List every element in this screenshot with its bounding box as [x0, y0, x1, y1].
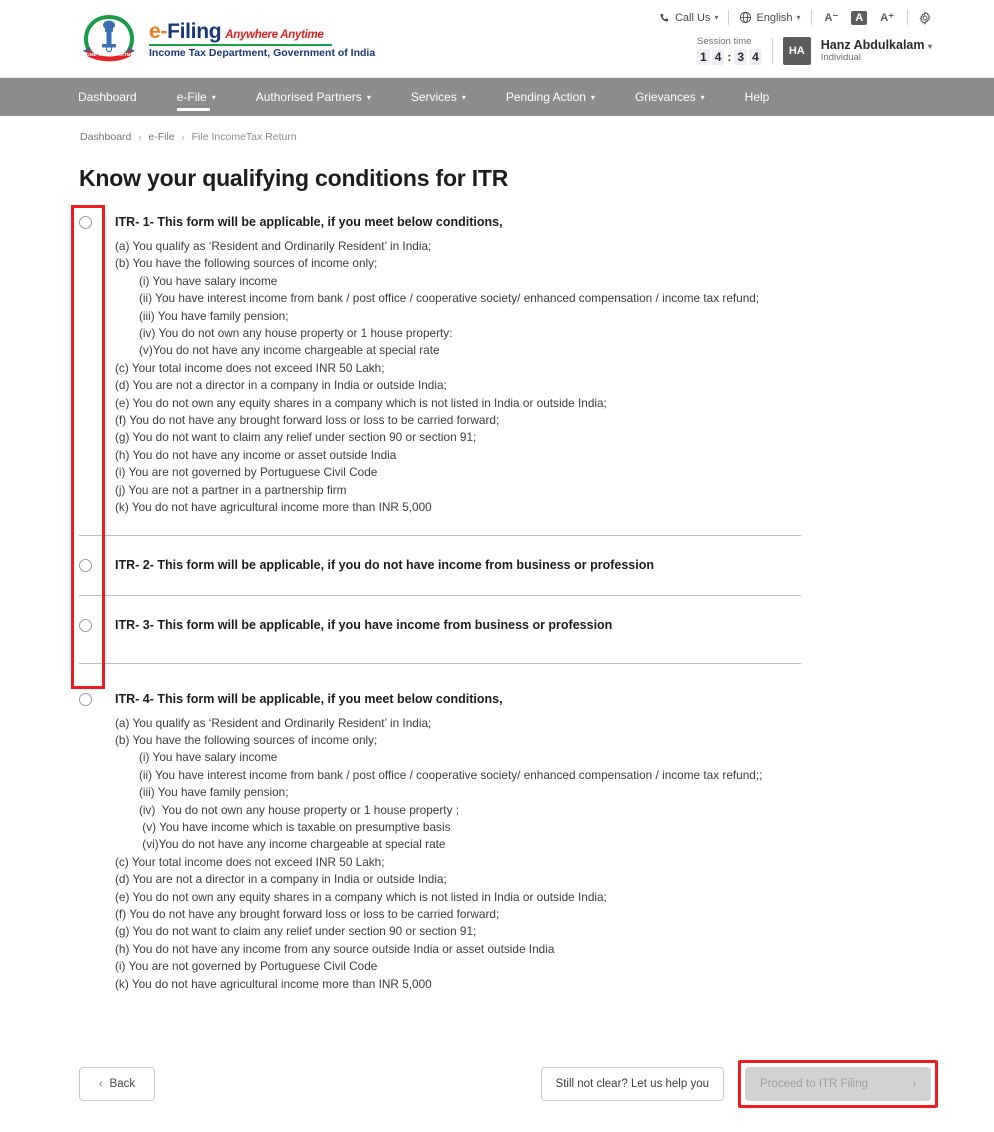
brand-logo[interactable] — [78, 13, 375, 65]
condition-line: (c) Your total income does not exceed INR 50 Lakh; — [115, 854, 385, 869]
user-name: Hanz Abdulkalam — [820, 38, 925, 52]
call-us-label: Call Us — [674, 11, 711, 24]
condition-line: (ii) You have interest income from bank / post office / cooperative society/ enhanced compensation / income tax refund; — [139, 291, 760, 306]
itr4-conditions — [115, 715, 805, 994]
nav-item-pending-action[interactable] — [506, 78, 617, 116]
nav-label: Authorised Partners — [255, 90, 362, 104]
condition-line: (h) You do not have any income from any source outside India or asset outside India — [115, 941, 555, 956]
itr-option-itr3[interactable] — [0, 596, 994, 663]
proceed-button-highlight-annotation — [738, 1060, 938, 1108]
language-label: English — [756, 11, 793, 24]
condition-line: (iv) You do not own any house property or 1 house property: — [139, 326, 453, 341]
condition-line: (d) You are not a director in a company in India or outside India; — [115, 378, 447, 393]
condition-line: (a) You qualify as ‘Resident and Ordinarily Resident’ in India; — [115, 239, 432, 253]
itr4-heading: ITR- 4- This form will be applicable, if you meet below conditions, — [115, 691, 503, 706]
call-us-button[interactable] — [659, 12, 718, 24]
nav-label: Services — [410, 90, 457, 104]
condition-line: (h) You do not have any income or asset outside India — [115, 447, 397, 462]
condition-line: (e) You do not own any equity shares in a company which is not listed in India or outside India; — [115, 395, 607, 410]
condition-line: (f) You do not have any brought forward loss or loss to be carried forward; — [115, 906, 500, 921]
radio-itr2[interactable] — [79, 559, 92, 572]
nav-label: Grievances — [634, 90, 696, 104]
session-digit-4: 4 — [749, 49, 762, 65]
session-colon: : — [727, 50, 732, 64]
gear-icon[interactable] — [918, 11, 932, 25]
back-button[interactable] — [79, 1067, 155, 1101]
chevron-down-icon: ▾ — [461, 92, 466, 102]
chevron-down-icon: ▾ — [211, 92, 216, 102]
chevron-down-icon: ▾ — [927, 42, 932, 51]
itr-option-itr4[interactable] — [0, 664, 994, 994]
nav-item-help[interactable] — [745, 78, 792, 116]
session-timer-label: Session time — [697, 36, 752, 47]
brand-filing: Filing — [167, 20, 222, 44]
radio-itr3[interactable] — [79, 619, 92, 632]
proceed-to-itr-filing-button[interactable] — [745, 1067, 931, 1101]
breadcrumb-separator: › — [138, 132, 142, 142]
brand-wordmark — [149, 21, 375, 42]
svg-text:INCOME TAX DEPARTMENT: INCOME TAX DEPARTMENT — [78, 52, 140, 57]
condition-line: (d) You are not a director in a company in India or outside India; — [115, 872, 447, 887]
help-button[interactable] — [541, 1067, 724, 1101]
avatar[interactable]: HA — [783, 37, 811, 65]
condition-line: (b) You have the following sources of income only; — [115, 256, 378, 271]
itr3-heading: ITR- 3- This form will be applicable, if you have income from business or profession — [115, 617, 613, 632]
condition-line: (iii) You have family pension; — [139, 308, 289, 323]
breadcrumb-separator: › — [181, 132, 185, 142]
condition-line: (a) You qualify as ‘Resident and Ordinarily Resident’ in India; — [115, 715, 432, 730]
page-footer-actions — [0, 1057, 994, 1111]
session-digit-3: 3 — [734, 49, 747, 65]
site-header — [0, 0, 994, 78]
chevron-right-icon: › — [912, 1078, 916, 1090]
radio-itr4[interactable] — [79, 693, 92, 706]
breadcrumb-item-file-income-tax-return: File IncomeTax Return — [191, 131, 297, 143]
brand-tagline: Anywhere Anytime — [225, 29, 324, 42]
help-button-label: Still not clear? Let us help you — [555, 1078, 709, 1090]
condition-line: (v) You have income which is taxable on presumptive basis — [139, 819, 451, 834]
globe-icon — [739, 11, 752, 24]
condition-line: (g) You do not want to claim any relief under section 90 or section 91; — [115, 924, 477, 939]
itr2-heading: ITR- 2- This form will be applicable, if you do not have income from business or profession — [115, 557, 654, 572]
condition-line: (k) You do not have agricultural income more than INR 5,000 — [115, 976, 432, 991]
font-increase-button[interactable]: A⁺ — [880, 12, 894, 24]
condition-line: (vi)You do not have any income chargeable at special rate — [139, 837, 446, 852]
nav-label: e-File — [176, 90, 207, 104]
india-income-tax-emblem-icon — [78, 13, 140, 65]
nav-item-e-file[interactable] — [177, 78, 238, 116]
condition-line: (ii) You have interest income from bank / post office / cooperative society/ enhanced compensation / income tax refund;; — [139, 767, 763, 782]
language-selector[interactable] — [739, 11, 800, 24]
divider — [811, 10, 812, 25]
nav-label: Help — [744, 90, 770, 104]
breadcrumb-item-dashboard[interactable]: Dashboard — [80, 131, 132, 143]
back-button-label: Back — [109, 1078, 136, 1090]
condition-line: (i) You are not governed by Portuguese Civil Code — [115, 465, 378, 480]
condition-line: (j) You are not a partner in a partnership firm — [115, 482, 347, 497]
chevron-down-icon: ▾ — [714, 13, 719, 22]
breadcrumb — [0, 116, 994, 143]
nav-item-services[interactable] — [411, 78, 488, 116]
session-timer — [697, 36, 762, 65]
nav-label: Dashboard — [78, 90, 137, 104]
session-digit-2: 4 — [712, 49, 725, 65]
font-decrease-button[interactable]: A⁻ — [824, 12, 839, 24]
condition-line: (v)You do not have any income chargeable at special rate — [139, 343, 440, 358]
brand-department: Income Tax Department, Government of India — [149, 47, 376, 60]
condition-line: (g) You do not want to claim any relief under section 90 or section 91; — [115, 430, 477, 445]
font-normal-button[interactable]: A — [851, 11, 867, 25]
condition-line: (i) You have salary income — [139, 273, 278, 288]
chevron-down-icon: ▾ — [366, 92, 371, 102]
phone-icon — [659, 12, 671, 24]
brand-rule — [149, 44, 332, 46]
condition-line: (b) You have the following sources of income only; — [115, 732, 378, 747]
nav-item-grievances[interactable] — [635, 78, 727, 116]
header-utility-bar — [659, 10, 932, 25]
condition-line: (i) You are not governed by Portuguese Civil Code — [115, 959, 378, 974]
itr1-conditions — [115, 238, 805, 517]
user-role: Individual — [820, 52, 861, 63]
radio-itr1[interactable] — [79, 216, 92, 229]
itr-options-list — [0, 215, 994, 993]
itr1-heading: ITR- 1- This form will be applicable, if you meet below conditions, — [115, 215, 503, 229]
condition-line: (f) You do not have any brought forward loss or loss to be carried forward; — [115, 413, 500, 428]
condition-line: (k) You do not have agricultural income more than INR 5,000 — [115, 500, 432, 515]
nav-label: Pending Action — [505, 90, 586, 104]
page-title: Know your qualifying conditions for ITR — [79, 165, 509, 191]
divider — [728, 10, 729, 25]
condition-line: (i) You have salary income — [139, 750, 278, 765]
condition-line: (iii) You have family pension; — [139, 785, 289, 800]
chevron-left-icon: ‹ — [98, 1078, 103, 1090]
condition-line: (iv) You do not own any house property or 1 house property ; — [139, 802, 460, 817]
itr-option-itr2[interactable] — [0, 536, 994, 595]
user-menu[interactable] — [821, 38, 932, 63]
nav-item-authorised-partners[interactable] — [256, 78, 393, 116]
main-navigation — [0, 78, 994, 116]
session-digit-1: 1 — [697, 49, 710, 65]
chevron-down-icon: ▾ — [796, 13, 801, 22]
header-session-user — [697, 36, 932, 65]
nav-item-dashboard[interactable] — [78, 78, 159, 116]
divider — [772, 38, 773, 64]
condition-line: (e) You do not own any equity shares in a company which is not listed in India or outside India; — [115, 889, 607, 904]
chevron-down-icon: ▾ — [700, 92, 705, 102]
proceed-button-label: Proceed to ITR Filing — [760, 1078, 869, 1090]
chevron-down-icon: ▾ — [590, 92, 595, 102]
divider — [907, 10, 908, 25]
brand-e: e- — [149, 20, 168, 44]
itr-option-itr1[interactable] — [0, 215, 994, 535]
breadcrumb-item-e-file[interactable]: e-File — [148, 131, 175, 143]
condition-line: (c) Your total income does not exceed INR 50 Lakh; — [115, 360, 385, 375]
